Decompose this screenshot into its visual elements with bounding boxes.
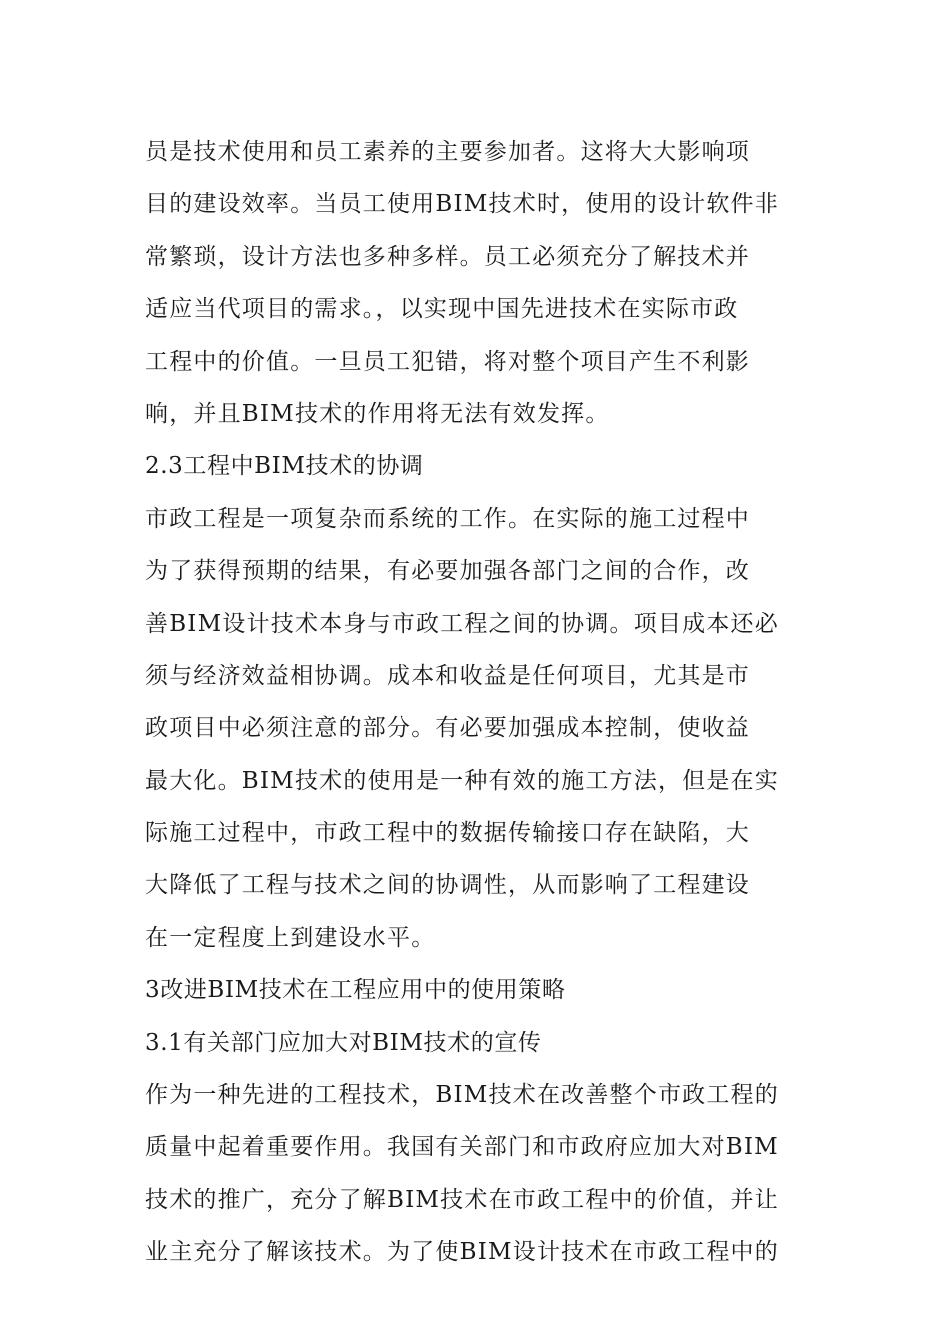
text-line: 为了获得预期的结果，有必要加强各部门之间的合作，改 <box>145 558 750 585</box>
text-line: 质量中起着重要作用。我国有关部门和市政府应加大对BIM <box>145 1134 779 1161</box>
text-line: 最大化。BIM技术的使用是一种有效的施工方法，但是在实 <box>145 767 779 794</box>
text-line: 善BIM设计技术本身与市政工程之间的协调。项目成本还必 <box>145 610 779 637</box>
text-line: 作为一种先进的工程技术，BIM技术在改善整个市政工程的 <box>145 1082 779 1109</box>
text-line: 技术的推广，充分了解BIM技术在市政工程中的价值，并让 <box>145 1186 779 1213</box>
text-line: 市政工程是一项复杂而系统的工作。在实际的施工过程中 <box>145 505 750 532</box>
text-line: 际施工过程中，市政工程中的数据传输接口存在缺陷，大 <box>145 820 750 847</box>
text-line: 须与经济效益相协调。成本和收益是任何项目，尤其是市 <box>145 662 750 689</box>
text-line: 大降低了工程与技术之间的协调性，从而影响了工程建设 <box>145 872 750 899</box>
document-body <box>145 126 810 1279</box>
text-line: 响，并且BIM技术的作用将无法有效发挥。 <box>145 400 610 427</box>
text-line: 员是技术使用和员工素养的主要参加者。这将大大影响项 <box>145 139 750 165</box>
text-line: 常繁琐，设计方法也多种多样。员工必须充分了解技术并 <box>145 243 750 270</box>
text-line: 适应当代项目的需求。，以实现中国先进技术在实际市政 <box>145 296 739 323</box>
section-heading: 2.3工程中BIM技术的协调 <box>145 453 424 480</box>
section-heading: 3改进BIM技术在工程应用中的使用策略 <box>145 977 566 1004</box>
subsection-heading: 3.1有关部门应加大对BIM技术的宣传 <box>145 1029 542 1056</box>
text-line: 目的建设效率。当员工使用BIM技术时，使用的设计软件非 <box>145 191 779 218</box>
text-line: 业主充分了解该技术。为了使BIM设计技术在市政工程中的 <box>145 1239 779 1266</box>
text-line: 工程中的价值。一旦员工犯错，将对整个项目产生不利影 <box>145 348 750 375</box>
text-line: 政项目中必须注意的部分。有必要加强成本控制，使收益 <box>145 715 750 742</box>
text-line: 在一定程度上到建设水平。 <box>145 924 436 951</box>
